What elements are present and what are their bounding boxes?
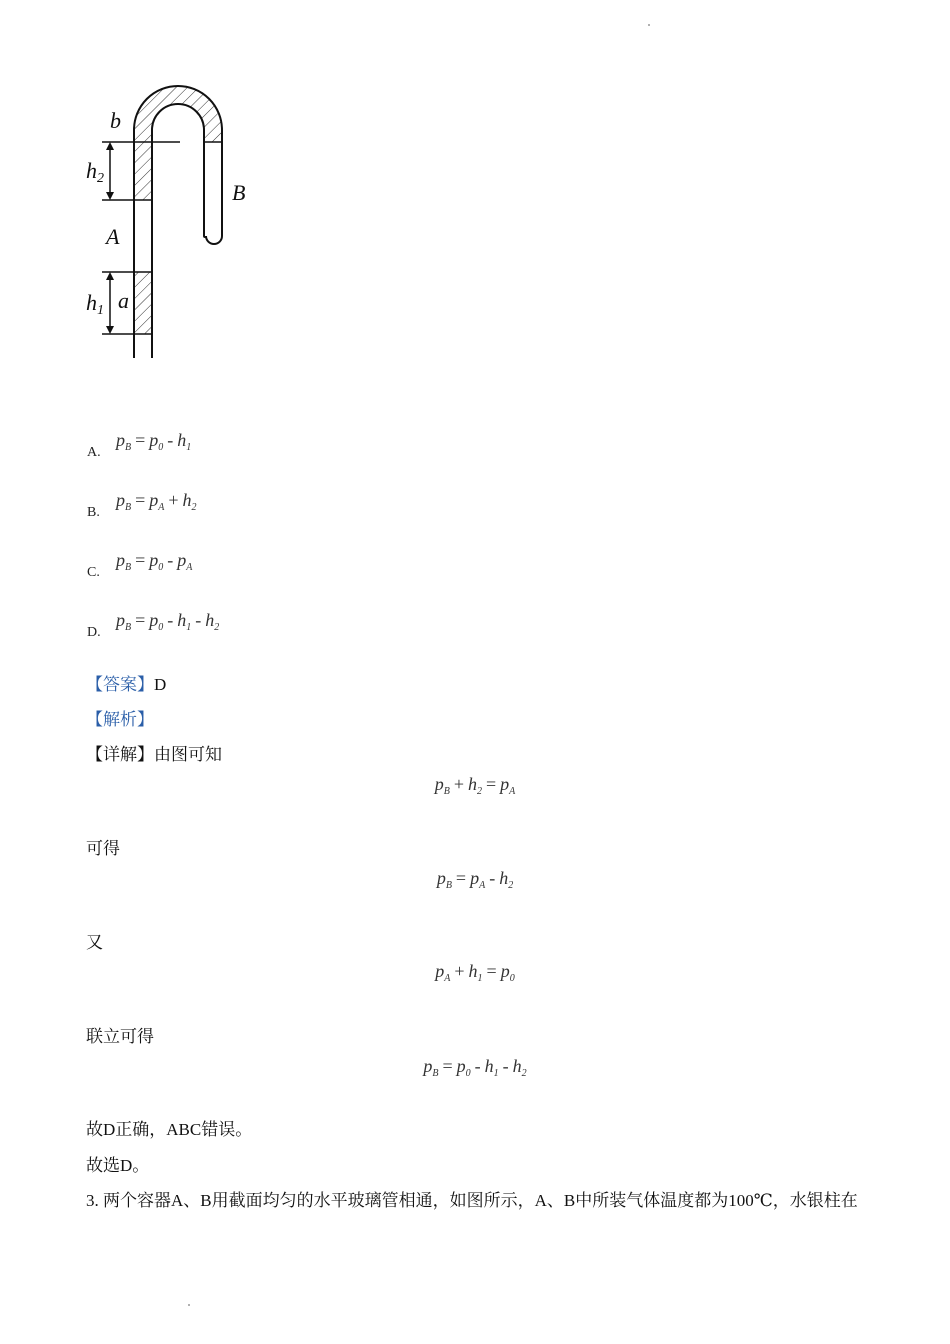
conclusion-1: 故D正确，ABC错误。 xyxy=(86,1120,253,1139)
label-a: a xyxy=(118,288,129,313)
lianli-text: 联立可得 xyxy=(86,1027,154,1046)
option-c-formula: $p_B = p_0 - p_A$ xyxy=(116,550,193,573)
option-b-formula: $p_B = p_A + h_2$ xyxy=(116,490,197,513)
label-b: b xyxy=(110,108,121,133)
equation-4: $p_B = p_0 - h_1 - h_2$ xyxy=(423,1056,527,1079)
detail-text: 由图可知 xyxy=(154,745,222,764)
option-d-letter: D. xyxy=(87,625,101,640)
conclusion-2: 故选D。 xyxy=(86,1156,150,1175)
label-h2: $h_2$ xyxy=(86,158,104,186)
option-b-letter: B. xyxy=(87,505,100,520)
option-a-letter: A. xyxy=(87,445,101,460)
answer-tag: 【答案】 xyxy=(86,675,154,694)
detail-line xyxy=(86,740,222,765)
equation-3: $p_A + h_1 = p_0$ xyxy=(435,961,515,984)
equation-1: $p_B + h_2 = p_A$ xyxy=(434,774,516,797)
u-tube-figure xyxy=(80,70,270,370)
answer-line xyxy=(86,670,166,695)
detail-tag: 【详解】 xyxy=(86,745,154,764)
you-text: 又 xyxy=(86,933,103,952)
option-d-formula: $p_B = p_0 - h_1 - h_2$ xyxy=(116,610,220,633)
mercury-a xyxy=(134,272,152,334)
mercury-bend xyxy=(134,86,222,142)
scan-dot-bottom xyxy=(188,1304,190,1306)
answer-value: D xyxy=(154,675,167,694)
mercury-b-left xyxy=(134,142,152,200)
equation-2: $p_B = p_A - h_2$ xyxy=(436,868,514,891)
analysis-tag: 【解析】 xyxy=(86,710,154,729)
next-question: 3. 两个容器A、B用截面均匀的水平玻璃管相通，如图所示，A、B中所装气体温度都为100℃，水银柱在 xyxy=(86,1191,858,1210)
option-a-formula: $p_B = p_0 - h_1$ xyxy=(116,430,192,453)
label-h1: $h_1$ xyxy=(86,290,104,318)
label-A: A xyxy=(106,224,120,249)
label-B: B xyxy=(232,180,246,205)
scan-dot-top xyxy=(648,24,650,26)
option-c-letter: C. xyxy=(87,565,100,580)
keyo-text: 可得 xyxy=(86,839,120,858)
